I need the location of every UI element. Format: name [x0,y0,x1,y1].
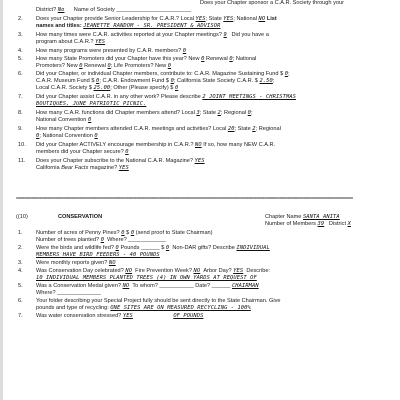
district-answer: No [57,7,65,13]
document-page: Does your Chapter sponsor a C.A.R. Society through your District? No Name of Society ________________________ 2. Does your Chapter provide Senior Leadership for C.A.R.? Local YES; State YES; National NO List names and titles: JEANETTE RANDOM - SR. PRESIDENT & ADVISOR 3. How many times were C.A.R. activities reported at your Chapter meetings? 9 Did you have a program about C.A.R.? YES 4. How many programs were presented by C.A.R. members? 0 5. How many State Promoters did your Chapter have this year? New 0 Renewal 0; National Promoters? New 0 Renewal 0; Life Promoters? New 0 6. Did your Chapter, or individual Chapter members, contribute to: C.A.R. Magazine Sustaining Fund $ 0; C.A.R. Museum Fund $ 0; C.A.R. Endowment Fund $ 0; California State Society C.A.R. $ 2.50; Local C.A.R. Society $ 25.00; Other (Please specify) $ 0 7. Did your Chapter assist C.A.R. in any other work? Please describe 2 JOINT MEETINGS - CHRISTMAS BOUTIQUES, JUNE PATRIOTIC PICNIC. 8. How many C.A.R. functions did Chapter members attend? Local 3; State 2; Regional 0; National Convention 0 9. How many Chapter members attended C.A.R. meetings and activities? Local 20; State 2; Regional 0; National Convention 0 10. Did your Chapter ACTIVELY encourage membership in C.A.R.? NO If so, how many NEW C.A.R. members did your Chapter secure? 0 11. Does your Chapter subscribe to the National C.A.R. Magazine? YES California Bear Facts magazine? YES ================================================================================================================================= ((10) CONSERVATION Chapter Name SANTA ANITA Number of Members 39 District X 1. Number of acres of Penny Pines? 0 $ 0 (send proof to State Chairman) Number of trees planted? 0 Where? ____________ 2. Were the birds and wildlife fed? 0 Pounds ______ $ 0 Non-DAR gifts? Describe INDIVIDUAL MEMBERS HAVE BIRD FEEDERS - 40 POUNDS 3. Were monthly reports given? NO 4. Was Conservation Day celebrated? NO Fire Prevention Week? NO Arbor Day? YES Describe: 10 INDIVIDUAL MEMBERS PLANTED TREES (4) IN OWN YARDS AT REQUEST OF 5. Was a Conservation Medal given? NO To whom? ___________ Date? ______ CHAIRMAN Where? ______________ 6. Your folder describing your Special Project fully should be sent directly to the State Chairman. Give pounds and type of recycling: ONE SITES ARE ON MEASURED RECYCLING - 100% 7. Was water conservation stressed? YES OF POUNDS [0,0,400,400]
scan-edge [0,0,3,400]
section-title: CONSERVATION [58,214,103,220]
chapter-name: SANTA ANITA [302,214,340,220]
section-separator: ================================================================================================================================= [16,196,353,202]
